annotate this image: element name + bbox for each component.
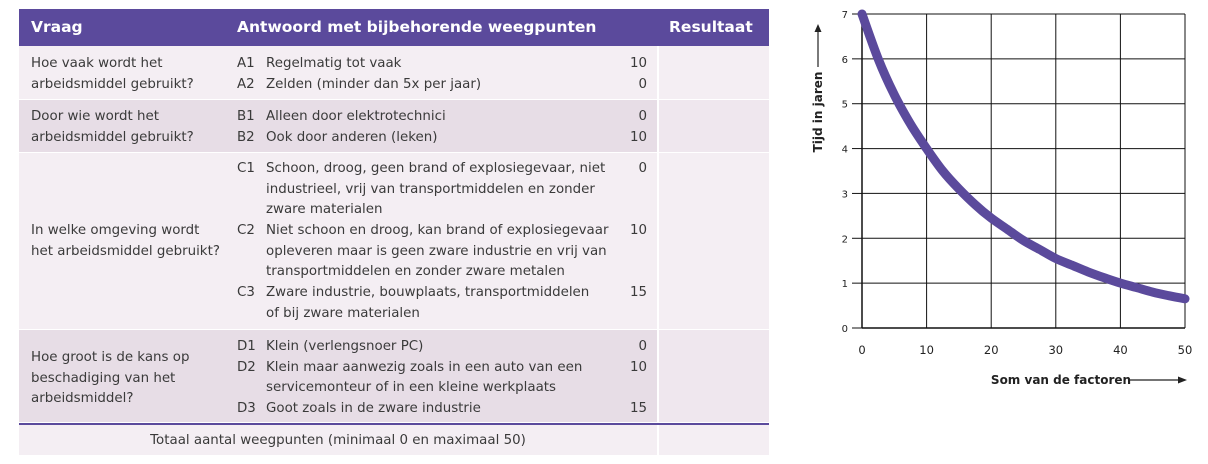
- y-tick-label: 5: [841, 99, 848, 111]
- x-axis-label: Som van de factoren: [990, 373, 1132, 387]
- points-d3: 15: [629, 400, 647, 416]
- decay-chart: [800, 0, 1208, 464]
- table-row-a: [19, 46, 769, 100]
- total-row: [19, 423, 769, 455]
- points-c1: 0: [638, 161, 647, 176]
- result-cell-c[interactable]: [657, 153, 769, 329]
- y-tick-label: 4: [841, 144, 848, 156]
- x-tick-label: 40: [1113, 343, 1128, 357]
- chart-grid: [862, 14, 1185, 328]
- chart-ticks: [842, 10, 1193, 357]
- answer-c: C1 Schoon, droog, geen brand of explosiegevaar, niet industrieel, vrij van transportmiddelen en zonder zware materialen 0 C2 Niet schoon en droog, kan brand of explosiegevaar opleveren maar is geen zware industrie en vrij van transportmiddelen en zonder zware metalen 10 C3 Zware industrie, bouwplaats, transportmiddelen of bij zware materialen 15: [237, 161, 647, 321]
- table-row-c: [19, 153, 769, 330]
- question-b: Door wie wordt het arbeidsmiddel gebruikt?: [31, 109, 194, 145]
- points-c3: 15: [629, 285, 647, 300]
- y-tick-label: 6: [841, 54, 848, 66]
- x-tick-label: 20: [983, 343, 999, 357]
- question-d: Hoe groot is de kans op beschadiging van het arbeidsmiddel?: [31, 350, 190, 406]
- y-axis-arrowhead-icon: [815, 24, 822, 32]
- points-b2: 10: [629, 129, 647, 145]
- y-tick-label: 2: [841, 234, 848, 246]
- points-d2: 10: [629, 359, 647, 375]
- series-line: [862, 14, 1185, 299]
- points-d1: 0: [638, 339, 647, 354]
- result-cell-a[interactable]: [657, 46, 769, 99]
- points-a2: 0: [638, 76, 647, 92]
- y-tick-label: 1: [841, 279, 848, 291]
- y-tick-label: 7: [841, 10, 848, 21]
- answer-a1: A1 Regelmatig tot vaak 10 A2 Zelden (minder dan 5x per jaar) 0: [237, 54, 647, 95]
- points-c2: 10: [629, 223, 647, 238]
- points-b1: 0: [638, 109, 647, 124]
- total-result-cell[interactable]: [657, 425, 769, 455]
- y-tick-label: 0: [841, 324, 848, 335]
- y-tick-label: 3: [841, 189, 848, 201]
- header-answer: Antwoord met bijbehorende weegpunten: [237, 18, 597, 36]
- table-row-b: [19, 100, 769, 153]
- header-question: Vraag: [31, 18, 83, 36]
- question-a: Hoe vaak wordt het arbeidsmiddel gebruikt?: [31, 56, 194, 92]
- points-a1: 10: [629, 56, 647, 71]
- table-row-d: [19, 330, 769, 423]
- answer-d: D1 Klein (verlengsnoer PC) 0 D2 Klein maar aanwezig zoals in een auto van een servicemonteur of in een kleine werkplaats 10 D3 Goot zoals in de zware industrie 15: [237, 337, 647, 421]
- x-axis-arrowhead-icon: [1178, 377, 1187, 384]
- x-tick-label: 0: [858, 343, 866, 357]
- x-tick-label: 50: [1177, 343, 1193, 357]
- result-cell-d[interactable]: [657, 330, 769, 422]
- x-tick-label: 10: [919, 343, 934, 357]
- total-label: Totaal aantal weegpunten (minimaal 0 en maximaal 50): [150, 433, 526, 448]
- chart-axes: [862, 14, 1185, 328]
- answer-b: B1 Alleen door elektrotechnici 0 B2 Ook door anderen (leken) 10: [237, 107, 647, 148]
- result-cell-b[interactable]: [657, 100, 769, 152]
- header-result: Resultaat: [669, 18, 753, 36]
- y-axis-label: Tijd in jaren: [811, 71, 825, 153]
- question-c: In welke omgeving wordt het arbeidsmiddel gebruikt?: [31, 223, 220, 259]
- x-tick-label: 30: [1048, 343, 1064, 357]
- table-header: [19, 9, 769, 46]
- score-table: [19, 9, 769, 455]
